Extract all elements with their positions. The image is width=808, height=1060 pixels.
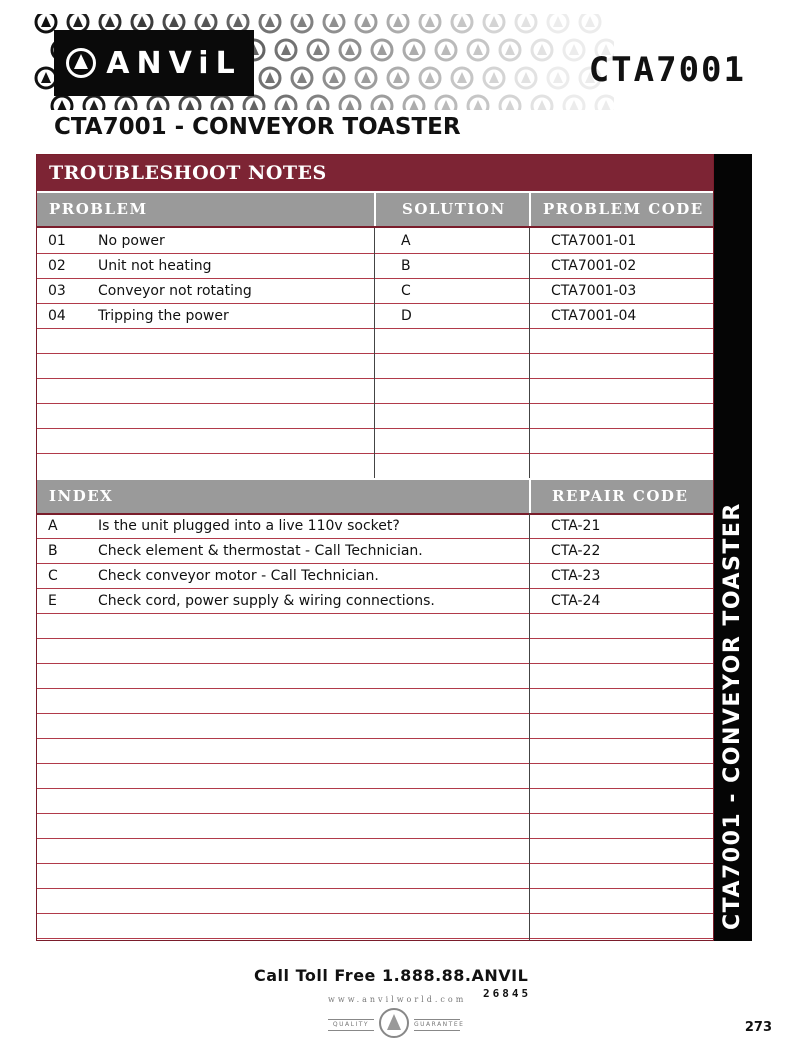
side-banner-text: CTA7001 - CONVEYOR TOASTER <box>720 502 745 930</box>
pattern-a-mark <box>521 72 531 83</box>
row-rule <box>37 863 713 864</box>
anvil-a-circle-icon <box>66 48 96 78</box>
repair-code: CTA-21 <box>551 518 601 534</box>
model-code: CTA7001 <box>588 50 746 90</box>
troubleshoot-sheet <box>36 154 714 941</box>
pattern-a-mark <box>313 44 323 55</box>
column-rule <box>529 228 530 478</box>
pattern-a-mark <box>393 16 403 27</box>
pattern-a-mark <box>441 44 451 55</box>
pattern-a-mark <box>409 100 419 110</box>
pattern-a-mark <box>329 16 339 27</box>
troubleshoot-notes-band: TROUBLESHOOT NOTES <box>37 155 713 191</box>
header-solution: SOLUTION <box>402 200 506 218</box>
row-rule <box>37 563 713 564</box>
row-rule <box>37 453 713 454</box>
seal-right-text: GUARANTEE <box>414 1019 460 1031</box>
brand-logo <box>54 30 254 96</box>
pattern-a-mark <box>585 16 595 27</box>
problem-text: Conveyor not rotating <box>98 283 252 299</box>
problem-solution: C <box>401 283 411 299</box>
problem-text: Tripping the power <box>98 308 229 324</box>
pattern-a-mark <box>105 16 115 27</box>
pattern-a-mark <box>409 44 419 55</box>
pattern-a-mark <box>553 16 563 27</box>
row-rule <box>37 638 713 639</box>
pattern-a-mark <box>473 100 483 110</box>
row-rule <box>37 938 713 939</box>
problem-table-header <box>37 191 713 228</box>
toll-free-number: Call Toll Free 1.888.88.ANVIL <box>254 966 529 985</box>
pattern-a-mark <box>281 44 291 55</box>
column-rule <box>374 228 375 478</box>
index-letter: E <box>48 593 57 609</box>
pattern-a-mark <box>377 44 387 55</box>
row-rule <box>37 378 713 379</box>
pattern-a-mark <box>297 16 307 27</box>
pattern-a-mark <box>41 16 51 27</box>
row-rule <box>37 278 713 279</box>
header-problem-code: PROBLEM CODE <box>543 200 704 218</box>
header-index: INDEX <box>49 487 114 505</box>
row-rule <box>37 688 713 689</box>
problem-code: CTA7001-04 <box>551 308 637 324</box>
pattern-a-mark <box>505 44 515 55</box>
pattern-a-mark <box>345 100 355 110</box>
pattern-a-mark <box>185 100 195 110</box>
pattern-a-mark <box>457 16 467 27</box>
pattern-a-mark <box>489 16 499 27</box>
row-rule <box>37 613 713 614</box>
repair-code: CTA-24 <box>551 593 601 609</box>
row-rule <box>37 328 713 329</box>
row-rule <box>37 538 713 539</box>
pattern-a-mark <box>425 16 435 27</box>
index-text: Check cord, power supply & wiring connections. <box>98 593 435 609</box>
pattern-a-mark <box>505 100 515 110</box>
problem-num: 02 <box>48 258 66 274</box>
row-rule <box>37 253 713 254</box>
problem-code: CTA7001-02 <box>551 258 637 274</box>
pattern-a-mark <box>169 16 179 27</box>
pattern-a-mark <box>361 16 371 27</box>
pattern-a-mark <box>297 72 307 83</box>
pattern-a-mark <box>537 44 547 55</box>
pattern-a-mark <box>153 100 163 110</box>
pattern-a-mark <box>201 16 211 27</box>
seal-anvil-icon <box>379 1008 409 1038</box>
page-number: 273 <box>744 1020 772 1035</box>
toll-free-digits: 26845 <box>483 987 532 1000</box>
index-text: Is the unit plugged into a live 110v socket? <box>98 518 400 534</box>
problem-num: 03 <box>48 283 66 299</box>
pattern-a-mark <box>73 16 83 27</box>
pattern-a-mark <box>473 44 483 55</box>
row-rule <box>37 763 713 764</box>
pattern-a-mark <box>569 44 579 55</box>
problem-solution: B <box>401 258 411 274</box>
pattern-a-mark <box>41 72 51 83</box>
pattern-a-mark <box>249 100 259 110</box>
index-letter: A <box>48 518 58 534</box>
problem-code: CTA7001-01 <box>551 233 637 249</box>
row-rule <box>37 303 713 304</box>
pattern-a-mark <box>361 72 371 83</box>
pattern-a-mark <box>121 100 131 110</box>
pattern-a-mark <box>57 100 67 110</box>
pattern-a-mark <box>233 16 243 27</box>
row-rule <box>37 663 713 664</box>
seal-left-text: QUALITY <box>328 1019 374 1031</box>
pattern-a-mark <box>601 100 611 110</box>
row-rule <box>37 838 713 839</box>
pattern-a-mark <box>265 16 275 27</box>
index-letter: C <box>48 568 58 584</box>
row-rule <box>37 353 713 354</box>
repair-code: CTA-22 <box>551 543 601 559</box>
problem-num: 01 <box>48 233 66 249</box>
pattern-a-mark <box>489 72 499 83</box>
problem-code: CTA7001-03 <box>551 283 637 299</box>
problem-solution: A <box>401 233 411 249</box>
header-repair-code: REPAIR CODE <box>552 487 689 505</box>
page-title: CTA7001 - CONVEYOR TOASTER <box>54 114 461 140</box>
pattern-a-mark <box>377 100 387 110</box>
pattern-a-mark <box>217 100 227 110</box>
problem-num: 04 <box>48 308 66 324</box>
column-rule <box>529 513 530 940</box>
repair-code: CTA-23 <box>551 568 601 584</box>
header-divider <box>529 193 531 226</box>
index-letter: B <box>48 543 58 559</box>
pattern-a-mark <box>537 100 547 110</box>
row-rule <box>37 403 713 404</box>
pattern-a-mark <box>457 72 467 83</box>
problem-solution: D <box>401 308 412 324</box>
index-table-header <box>37 478 713 515</box>
pattern-a-mark <box>265 72 275 83</box>
pattern-a-mark <box>393 72 403 83</box>
pattern-a-mark <box>425 72 435 83</box>
header-divider <box>374 193 376 226</box>
index-text: Check conveyor motor - Call Technician. <box>98 568 379 584</box>
pattern-a-mark <box>345 44 355 55</box>
row-rule <box>37 428 713 429</box>
problem-text: Unit not heating <box>98 258 212 274</box>
pattern-a-mark <box>89 100 99 110</box>
pattern-a-mark <box>137 16 147 27</box>
row-rule <box>37 713 713 714</box>
website-url: www.anvilworld.com <box>328 995 467 1004</box>
problem-text: No power <box>98 233 165 249</box>
pattern-a-mark <box>553 72 563 83</box>
header-problem: PROBLEM <box>49 200 148 218</box>
pattern-a-mark <box>521 16 531 27</box>
row-rule <box>37 588 713 589</box>
row-rule <box>37 913 713 914</box>
pattern-a-mark <box>313 100 323 110</box>
pattern-a-mark <box>329 72 339 83</box>
index-text: Check element & thermostat - Call Technician. <box>98 543 423 559</box>
row-rule <box>37 813 713 814</box>
pattern-a-mark <box>281 100 291 110</box>
row-rule <box>37 888 713 889</box>
pattern-a-mark <box>441 100 451 110</box>
pattern-a-mark <box>569 100 579 110</box>
brand-name: ANViL <box>106 45 242 81</box>
row-rule <box>37 738 713 739</box>
row-rule <box>37 788 713 789</box>
quality-seal-icon <box>328 1006 465 1042</box>
header-divider <box>529 480 531 513</box>
